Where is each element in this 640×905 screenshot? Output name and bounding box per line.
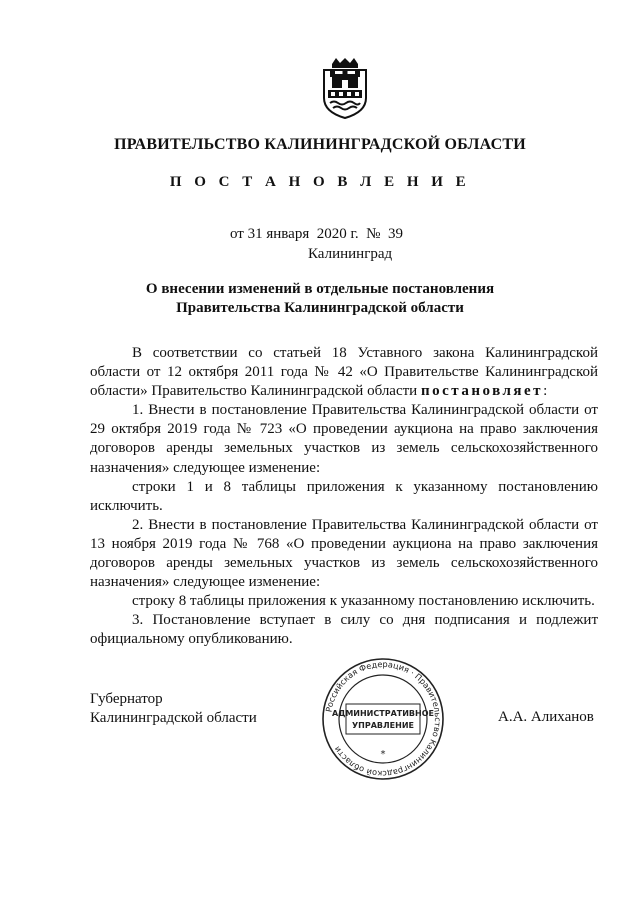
preamble-paragraph [90,344,598,401]
document-city: Калининград [308,246,393,262]
position-line-1: Губернатор [90,691,163,707]
title-line-2: Правительства Калининградской области [176,300,464,316]
title-line-1: О внесении изменений в отдельные постановления [145,281,495,297]
official-stamp [318,657,448,781]
signatory-position [90,690,257,728]
stamp-star: * [380,749,386,760]
stamp-outer-text: Российская Федерация · Правительство Калининградской области [323,658,444,780]
stamp-center-line-2: УПРАВЛЕНИЕ [352,721,414,730]
document-date-number: от 31 января 2020 г. № 39 [230,226,403,242]
clause-3: 3. Постановление вступает в силу со дня подписания и подлежит официальному опубликованию. [90,612,598,648]
position-line-2: Калининградской области [90,710,257,726]
signatory-name: А.А. Алиханов [498,709,594,725]
clause-1-change: строки 1 и 8 таблицы приложения к указанному постановлению исключить. [90,478,598,514]
preamble-text: В соответствии со статьей 18 Уставного закона Калининградской области от 12 октября 2011 года № 42 «О Правительстве Калининградской области» Правительство Калининградской области [90,345,598,400]
stamp-center-line-1: АДМИНИСТРАТИВНОЕ [332,709,434,718]
clause-1: 1. Внести в постановление Правительства Калининградской области от 29 октября 2019 года № 723 «О проведении аукциона на право заключения договоров аренды земельных участков из земель сельскохозяйственного назначения» следующее изменение: [90,402,598,476]
document-title [0,280,640,318]
document-body [90,344,598,650]
resolves-word: постановляет [420,383,544,400]
clause-2-change: строку 8 таблицы приложения к указанному постановлению исключить. [132,593,595,610]
clause-2: 2. Внести в постановление Правительства Калининградской области от 13 ноября 2019 года № 768 «О проведении аукциона на право заключения договоров аренды земельных участков из земель сельскохозяйственного назначения» следующее изменение: [90,516,598,591]
preamble-end: : [543,383,548,400]
organization-name: ПРАВИТЕЛЬСТВО КАЛИНИНГРАДСКОЙ ОБЛАСТИ [114,136,526,153]
coat-of-arms-emblem [318,58,372,120]
document-type: П О С Т А Н О В Л Е Н И Е [169,174,471,190]
